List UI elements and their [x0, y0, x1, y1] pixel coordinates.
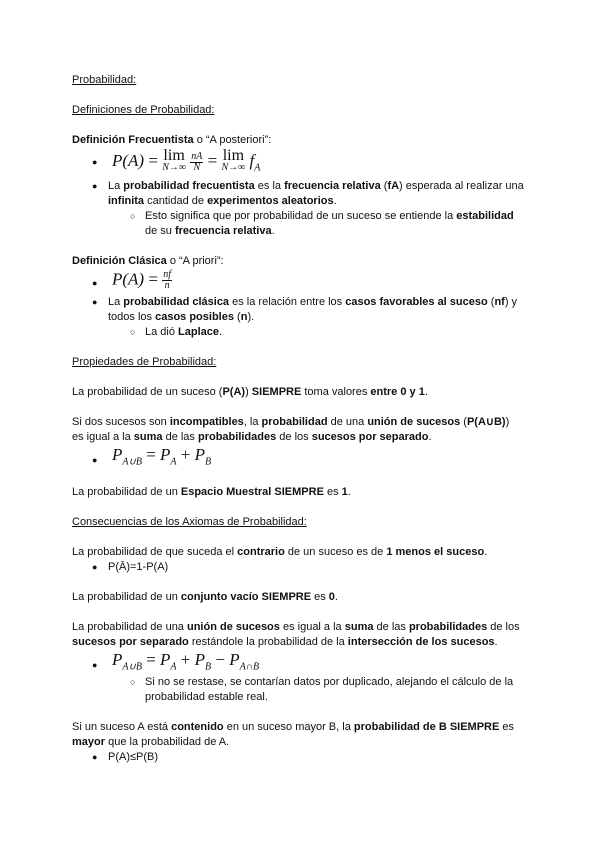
property-range: La probabilidad de un suceso (P(A)) SIEMPRE toma valores entre 0 y 1.	[72, 386, 428, 398]
frequentist-definition-label: Definición Frecuentista o “A posteriori”:	[72, 134, 272, 146]
classical-sub-bullet: ○ La dió Laplace.	[130, 326, 223, 338]
definitions-heading: Definiciones de Probabilidad:	[72, 104, 215, 116]
frequentist-bullet: ● La probabilidad frecuentista es la frecuencia relativa (fA) esperada al realizar una infinita cantidad de experimentos aleatorios.	[92, 180, 524, 207]
frequentist-sub-bullet: ○ Esto significa que por probabilidad de un suceso se entiende la estabilidad de su frecuencia relativa.	[130, 210, 514, 237]
properties-heading: Propiedades de Probabilidad:	[72, 356, 217, 368]
property-incompatible: Si dos sucesos son incompatibles, la probabilidad de una unión de sucesos (P(A∪B)) es igual a la suma de las probabilidades de los sucesos por separado.	[72, 416, 510, 443]
frequentist-formula: ● P(A) = lim N→∞ $\frac{nA}{N}$ = lim N→∞ $f_A$	[92, 147, 261, 174]
classical-formula: ● P(A) = $\frac{nf}{n}$	[92, 269, 171, 291]
consequences-heading: Consecuencias de los Axiomas de Probabilidad:	[72, 516, 307, 528]
page-title: Probabilidad:	[72, 74, 137, 86]
classical-bullet: ● La probabilidad clásica es la relación entre los casos favorables al suceso (nf) y todos los casos posibles (n).	[92, 296, 518, 323]
consequence-empty-set: La probabilidad de un conjunto vacío SIEMPRE es 0.	[72, 591, 338, 603]
union-intersection-formula: ● $P_{A\cup B} = P_A + P_B - P_{A\cap B}$	[92, 650, 260, 673]
containment-bullet: ● P(A)≤P(B)	[92, 751, 159, 763]
consequence-complement: La probabilidad de que suceda el contrario de un suceso es de 1 menos el suceso.	[72, 546, 488, 558]
union-formula: ● $P_{A\cup B} = P_A + P_B$	[92, 445, 212, 468]
property-sample-space: La probabilidad de un Espacio Muestral SIEMPRE es 1.	[72, 486, 351, 498]
complement-bullet: ● P(Ā)=1-P(A)	[92, 561, 169, 573]
consequence-containment: Si un suceso A está contenido en un suceso mayor B, la probabilidad de B SIEMPRE es mayor que la probabilidad de A.	[72, 721, 515, 748]
consequence-union: La probabilidad de una unión de sucesos es igual a la suma de las probabilidades de los sucesos por separado restándole la probabilidad de la intersección de los sucesos.	[72, 621, 520, 648]
classical-definition-label: Definición Clásica o “A priori”:	[72, 255, 224, 267]
union-sub-bullet: ○ Si no se restase, se contarían datos por duplicado, alejando el cálculo de la probabilidad estable real.	[130, 676, 514, 703]
